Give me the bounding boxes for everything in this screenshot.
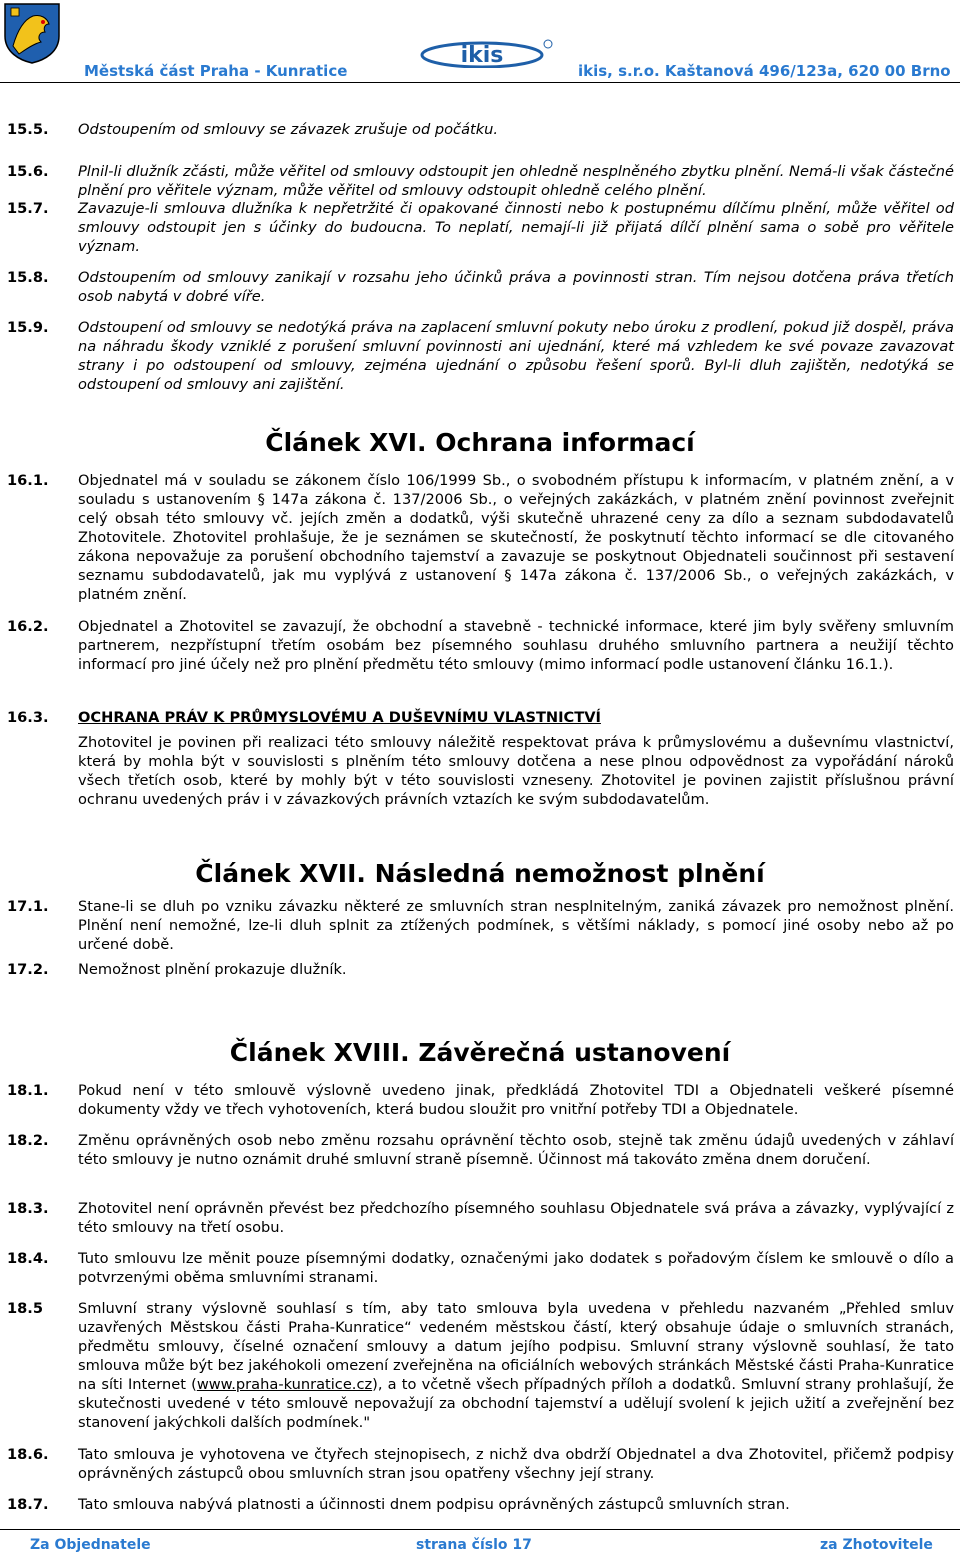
clause-number: 17.2. [7,961,49,978]
clause-number: 18.5 [7,1300,44,1317]
footer-contractor-signature: za Zhotovitele [820,1537,933,1553]
header-divider [0,82,960,83]
clause-text: Změnu oprávněných osob nebo změnu rozsahu oprávnění těchto osob, stejně tak změnu údajů uvedených v záhlaví této smlouvy je nutno oznámit druhé smluvní straně písemně. Účinnost má takováto změna dnem doručení. [78,1132,954,1168]
article-heading: Článek XVII. Následná nemožnost plnění [195,859,765,888]
clause-text: Tuto smlouvu lze měnit pouze písemnými dodatky, označenými jako dodatek s pořadovým číslem ke smlouvě o dílo a potvrzenými oběma smluvními stranami. [78,1250,954,1286]
clause-number: 18.1. [7,1082,49,1099]
clause-number: 16.1. [7,472,49,489]
clause-text: Nemožnost plnění prokazuje dlužník. [78,961,347,978]
clause-number: 15.7. [7,200,49,217]
page-header [0,0,960,82]
clause-number: 18.6. [7,1446,49,1463]
clause-text: Odstoupením od smlouvy zanikají v rozsahu jeho účinků práva a povinnosti stran. Tím nejsou dotčena práva třetích osob nabytá v dobré víře. [78,269,954,305]
footer-divider [0,1529,960,1530]
article-heading: Článek XVI. Ochrana informací [265,428,695,457]
clause-text: Plnil-li dlužník zčásti, může věřitel od smlouvy odstoupit jen ohledně nesplněného zbytku plnění. Nemá-li však částečné plnění pro věřitele význam, může věřitel od smlouvy odstoupit ohledně celého plnění. [78,163,954,199]
clause-number: 18.3. [7,1200,49,1217]
clause-text: Pokud není v této smlouvě výslovně uvedeno jinak, předkládá Zhotovitel TDI a Objednateli veškeré písemné dokumenty vždy ve třech vyhotoveních, která budou sloužit pro vnitřní potřeby TDI a Objednatele. [78,1082,954,1118]
clause-number: 18.4. [7,1250,49,1267]
clause-text: Stane-li se dluh po vzniku závazku některé ze smluvních stran nesplnitelným, zaniká závazek pro nemožnost plnění. Plnění není nemožné, lze-li dluh splnit za ztížených podmínek, s většími náklady, s pomocí jiné osoby nebo až po určené době. [78,898,954,953]
clause-number: 15.6. [7,163,49,180]
clause-text [78,1299,954,1432]
clause-number: 15.8. [7,269,49,286]
clause-text-part: Smluvní strany výslovně souhlasí s tím, aby tato smlouva byla uvedena v přehledu nazvaném „Přehled smluv uzavřených Městskou části Praha-Kunratice“ vedeném městskou částí, který obsahuje údaje o smluvních stranách, předmětu smlouvy, číselné označení smlouvy a datum jejího podpisu. Smluvní strany výslovně souhlasí, že tato smlouva může být bez jakéhokoli omezení zveřejněna na oficiálních webových stránkách Městské části Praha-Kunratice na síti Internet ( [78,1300,954,1393]
coat-of-arms-icon [3,2,61,64]
clause-text: Tato smlouva nabývá platnosti a účinnosti dnem podpisu oprávněných zástupců smluvních stran. [78,1496,790,1513]
clause-text: Odstoupením od smlouvy se závazek zrušuje od počátku. [78,121,499,138]
clause-number: 15.9. [7,319,49,336]
clause-number: 17.1. [7,898,49,915]
clause-text: Objednatel má v souladu se zákonem číslo 106/1999 Sb., o svobodném přístupu k informacím, v platném znění, a v souladu s ustanovením § 147a zákona č. 137/2006 Sb., o veřejných zakázkách, v platném znění povinnost zveřejnit celý obsah této smlouvy vč. jejích změn a dodatků, výši skutečně uhrazené ceny za dílo a seznam subdodavatelů Zhotovitele. Zhotovitel prohlašuje, že je seznámen se skutečností, že poskytnutí těchto informací se dle citovaného zákona nepovažuje za porušení obchodního tajemství a zavazuje se poskytnout Objednateli součinnost při sestavení seznamu subdodavatelů, jak mu vyplývá z ustanovení § 147a zákona č. 137/2006 Sb., o veřejných zakázkách, v platném znění. [78,472,954,603]
ikis-logo [414,38,554,68]
clause-number: 18.2. [7,1132,49,1149]
clause-number: 16.3. [7,709,49,726]
header-company-address: ikis, s.r.o. Kaštanová 496/123a, 620 00 Brno [578,62,951,80]
website-link[interactable]: www.praha-kunratice.cz [196,1376,373,1393]
clause-text: Tato smlouva je vyhotovena ve čtyřech stejnopisech, z nichž dva obdrží Objednatel a dva Zhotovitel, přičemž podpisy oprávněných zástupců obou smluvních stran jsou opatřeny všechny její strany. [78,1446,954,1482]
clause-text: Zavazuje-li smlouva dlužníka k nepřetržité či opakované činnosti nebo k postupnému dílčímu plnění, může věřitel od smlouvy odstoupit jen s účinky do budoucna. To neplatí, nemají-li již přijatá dílčí plnění sama o sobě pro věřitele význam. [78,200,954,255]
clause-number: 18.7. [7,1496,49,1513]
clause-number: 16.2. [7,618,49,635]
clause-title: OCHRANA PRÁV K PRŮMYSLOVÉMU A DUŠEVNÍMU VLASTNICTVÍ [78,709,601,726]
clause-text: Odstoupení od smlouvy se nedotýká práva na zaplacení smluvní pokuty nebo úroku z prodlení, pokud již dospěl, práva na náhradu škody vzniklé z porušení smluvní povinnosti ani ujednání, které má vzhledem ke své povaze zavazovat strany i po odstoupení od smlouvy, zejména ujednání o způsobu řešení sporů. Byl-li dluh zajištěn, nedotýká se odstoupení od smlouvy ani zajištění. [78,319,954,393]
header-municipality: Městská část Praha - Kunratice [84,62,348,80]
ikis-logo-text: ikis [460,43,504,68]
footer-client-signature: Za Objednatele [30,1537,151,1553]
footer-page-number: strana číslo 17 [416,1537,532,1553]
clause-number: 15.5. [7,121,49,138]
article-heading: Článek XVIII. Závěrečná ustanovení [229,1038,731,1067]
clause-text: Zhotovitel není oprávněn převést bez předchozího písemného souhlasu Objednatele svá práva a závazky, vyplývající z této smlouvy na třetí osobu. [78,1200,954,1236]
clause-text: Zhotovitel je povinen při realizaci této smlouvy náležitě respektovat práva k průmyslovému a duševnímu vlastnictví, která by mohla být v souvislosti s plněním této smlouvy dotčena a nese plnou odpovědnost za vypořádání nároků všech třetích osob, které by mohly být v této souvislosti vzneseny. Zhotovitel je povinen zajistit příslušnou právní ochranu uvedených práv i v závazkových právních vztazích ke svým subdodavatelům. [78,734,954,808]
clause-text-part: ), a to včetně všech případných příloh a dodatků. Smluvní strany prohlašují, že skutečnosti uvedené v této smlouvě nepovažují za obchodní tajemství a udělují svolení k jejich užití a zveřejnění bez stanovení jakýchkoli dalších podmínek." [78,1376,954,1431]
clause-text: Objednatel a Zhotovitel se zavazují, že obchodní a stavebně - technické informace, které jim byly svěřeny smluvním partnerem, nezpřístupní třetím osobám bez písemného souhlasu druhého smluvního partnera a neužijí těchto informací pro jiné účely než pro plnění předmětu této smlouvy (mimo informací podle ustanovení článku 16.1.). [78,618,954,673]
